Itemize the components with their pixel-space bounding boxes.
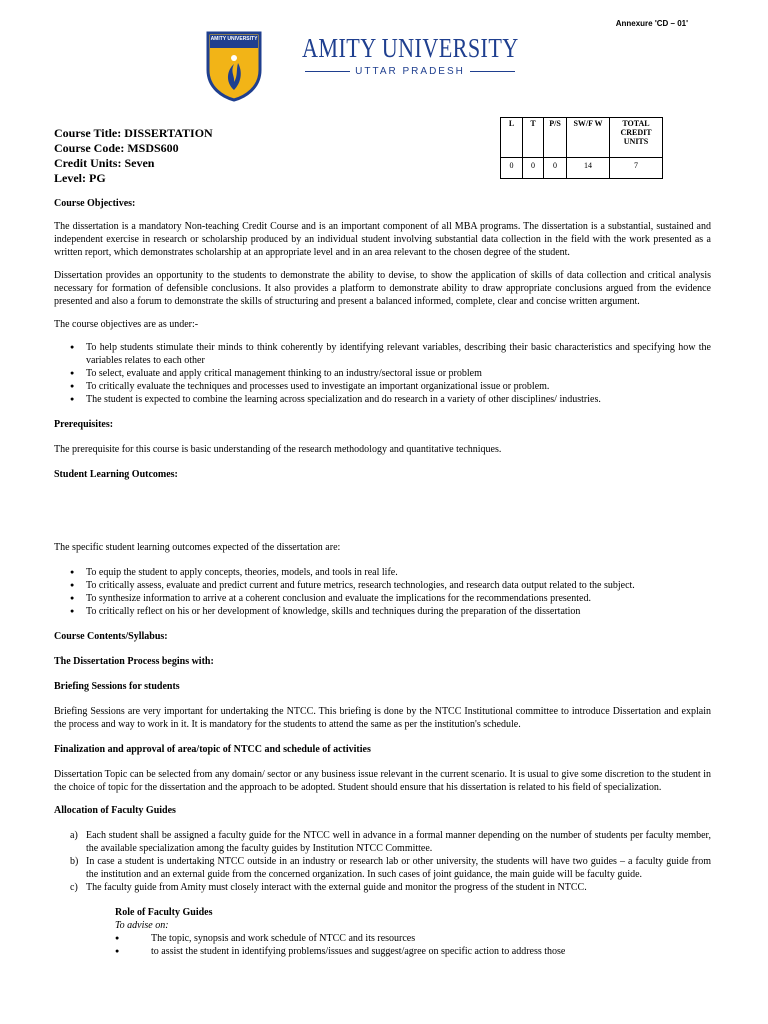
list-marker: c) [70,882,78,893]
faculty-role-section [54,906,711,958]
list-item: ● The student is expected to combine the learning across specialization and do research in a variety of other disciplines/ industries. [54,393,711,406]
credit-header-cell: L [501,118,523,158]
briefing-heading: Briefing Sessions for students [54,681,180,692]
list-item [54,881,711,894]
credit-value-cell: 7 [610,158,663,179]
course-title: Course Title: DISSERTATION [54,126,213,140]
subtitle-rule-left [305,71,350,72]
list-item: ● To critically reflect on his or her development of knowledge, skills and techniques during the preparation of the dissertation [54,605,711,618]
list-marker: b) [70,856,79,867]
list-item: ● To select, evaluate and apply critical management thinking to an industry/sectoral issue or problem [54,367,711,380]
credit-value-cell: 14 [567,158,610,179]
list-item [54,855,711,881]
course-credit-units: Credit Units: Seven [54,156,155,170]
contents-heading: Course Contents/Syllabus: [54,631,168,642]
credit-header-cell: T [523,118,544,158]
objectives-intro: The course objectives are as under:- [54,319,199,330]
objectives-list [54,341,711,406]
credit-header-cell: SW/F W [567,118,610,158]
course-info [54,126,213,186]
credit-value-cell: 0 [523,158,544,179]
credit-table [500,117,663,179]
list-item-text: Each student shall be assigned a faculty guide for the NTCC well in advance in a formal manner depending on the number of students per faculty member, the available specialization among the faculty guides by Institution NTCC Committee. [86,830,711,854]
list-item-text: In case a student is undertaking NTCC outside in an industry or research lab or other university, the students will have two guides – a faculty guide from the institution and an external guide from the concerned organization. In such cases of joint guidance, the main guide will be faculty guide. [86,856,711,880]
learning-outcomes-heading: Student Learning Outcomes: [54,469,178,480]
prerequisites-heading: Prerequisites: [54,419,114,430]
list-item: ● To critically evaluate the techniques and processes used to investigate an important organizational issue or problem. [54,380,711,393]
list-item: ● To equip the student to apply concepts, theories, models, and tools in real life. [54,566,711,579]
credit-value-cell: 0 [544,158,567,179]
list-item: ● To synthesize information to arrive at a coherent conclusion and evaluate the implications for the recommendations presented. [54,592,711,605]
credit-value-cell: 0 [501,158,523,179]
university-name: AMITY UNIVERSITY [302,33,519,63]
university-location: UTTAR PRADESH [355,65,465,77]
outcomes-list [54,566,711,618]
course-level: Level: PG [54,171,106,185]
credit-table-header-row [501,118,663,158]
finalization-text: Dissertation Topic can be selected from any domain/ sector or any business issue relevant in the current scenario. It is usual to give some discretion to the student in the choice of topic for the dissertation and the approach to be adopted. Student should ensure that his dissertation is related to his field of specialization. [54,769,711,793]
list-item: ● To help students stimulate their minds to think coherently by identifying relevant variables, describing their basic characteristics and specifying how the variables relates to each other [54,341,711,367]
university-subtitle [305,64,515,78]
allocation-list [54,829,711,894]
credit-table-value-row [501,158,663,179]
subtitle-rule-right [470,71,515,72]
credit-header-cell: TOTAL CREDIT UNITS [610,118,663,158]
role-heading: Role of Faculty Guides [115,907,213,918]
learning-outcomes-intro: The specific student learning outcomes expected of the dissertation are: [54,542,341,553]
finalization-heading: Finalization and approval of area/topic of NTCC and schedule of activities [54,744,371,755]
objectives-paragraph: The dissertation is a mandatory Non-teaching Credit Course and is an important component of all MBA programs. The dissertation is a substantial, sustained and independent exercise in research or scholarship produced by an individual student involving substantial data collection in the field with the work presented as a written report, which demonstrates scholarship at an appropriate level and in an area relevant to the chosen degree of the student. [54,221,711,258]
role-item: ● The topic, synopsis and work schedule of NTCC and its resources [115,932,711,945]
briefing-text: Briefing Sessions are very important for undertaking the NTCC. This briefing is done by the NTCC Institutional committee to introduce Dissertation and explain the process and way to work in it. It is mandatory for the students to attend the same as per the institution's schedule. [54,706,711,730]
course-code: Course Code: MSDS600 [54,141,179,155]
logo-text: AMITY UNIVERSITY [210,36,258,42]
list-item-text: The faculty guide from Amity must closely interact with the external guide and monitor the progress of the student in NTCC. [86,882,587,893]
credit-header-cell: P/S [544,118,567,158]
role-item: ● to assist the student in identifying problems/issues and suggest/agree on specific action to address those [115,945,711,958]
list-item [54,829,711,855]
role-subheading: To advise on: [115,920,169,931]
document-body [54,197,711,958]
process-heading: The Dissertation Process begins with: [54,656,214,667]
prerequisites-text: The prerequisite for this course is basic understanding of the research methodology and quantitative techniques. [54,444,502,455]
annexure-label: Annexure 'CD – 01' [615,19,688,28]
objectives-heading: Course Objectives: [54,198,136,209]
list-item: ● To critically assess, evaluate and predict current and future metrics, research technologies, and research data output related to the subject. [54,579,711,592]
allocation-heading: Allocation of Faculty Guides [54,805,176,816]
list-marker: a) [70,830,78,841]
objectives-paragraph: Dissertation provides an opportunity to the students to demonstrate the ability to devise, to show the application of skills of data collection and critical analysis necessary for formation of defensible conclusions. It also provides a platform to demonstrate ability to draw appropriate conclusions argued from the evidence presented and also a forum to demonstrate the skills of structuring and present a balanced informed, complete, clear and concise written argument. [54,270,711,307]
